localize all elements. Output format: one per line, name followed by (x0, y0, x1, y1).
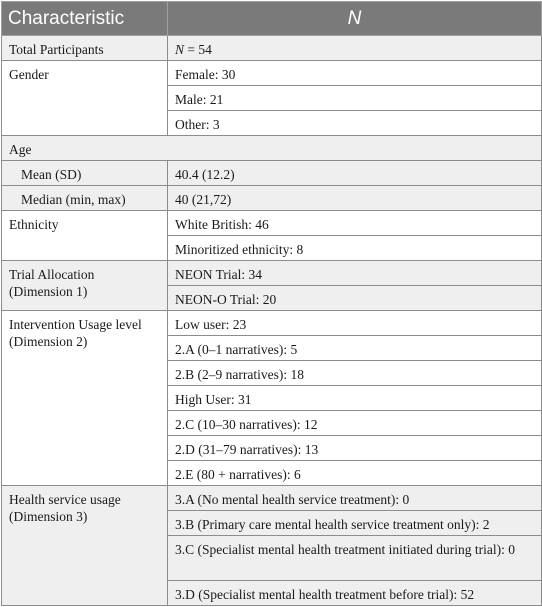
age-mean-value: 40.4 (12.2) (168, 161, 542, 186)
table-row (2, 36, 542, 61)
header-n: N (168, 2, 542, 36)
health-value: 3.D (Specialist mental health treatment before trial): 52 (168, 580, 542, 605)
gender-value: Female: 30 (168, 61, 542, 86)
health-label-line1: Health service usage (9, 492, 121, 507)
trial-value: NEON Trial: 34 (168, 261, 542, 286)
table-row (2, 486, 542, 511)
trial-allocation-label (2, 261, 168, 311)
age-median-value: 40 (21,72) (168, 186, 542, 211)
usage-label-line2: (Dimension 2) (9, 334, 88, 349)
usage-level-label (2, 311, 168, 486)
health-value: 3.C (Specialist mental health treatment initiated during trial): 0 (168, 536, 542, 581)
table-row (2, 136, 542, 161)
ethnicity-label: Ethnicity (2, 211, 168, 261)
header-characteristic: Characteristic (2, 2, 168, 36)
table-row (2, 211, 542, 236)
trial-value: NEON-O Trial: 20 (168, 286, 542, 311)
age-median-label: Median (min, max) (2, 186, 168, 211)
health-value: 3.A (No mental health service treatment): 0 (168, 486, 542, 511)
gender-label: Gender (2, 61, 168, 136)
table-row (2, 261, 542, 286)
gender-value: Male: 21 (168, 86, 542, 111)
usage-value: 2.D (31–79 narratives): 13 (168, 436, 542, 461)
health-service-label (2, 486, 168, 606)
gender-value: Other: 3 (168, 111, 542, 136)
health-value: 3.B (Primary care mental health service treatment only): 2 (168, 511, 542, 536)
usage-label-line1: Intervention Usage level (9, 317, 142, 332)
usage-value: 2.A (0–1 narratives): 5 (168, 336, 542, 361)
age-mean-label: Mean (SD) (2, 161, 168, 186)
header-row (2, 2, 542, 36)
total-count: = 54 (184, 42, 212, 57)
table-row (2, 311, 542, 336)
ethnicity-value: White British: 46 (168, 211, 542, 236)
n-symbol: N (175, 42, 185, 57)
ethnicity-value: Minoritized ethnicity: 8 (168, 236, 542, 261)
trial-label-line1: Trial Allocation (9, 267, 95, 282)
health-label-line2: (Dimension 3) (9, 509, 88, 524)
trial-label-line2: (Dimension 1) (9, 284, 88, 299)
usage-value: 2.C (10–30 narratives): 12 (168, 411, 542, 436)
total-participants-value (168, 36, 542, 61)
characteristics-table (1, 1, 542, 606)
usage-value: High User: 31 (168, 386, 542, 411)
age-label: Age (2, 136, 542, 161)
usage-value: 2.B (2–9 narratives): 18 (168, 361, 542, 386)
usage-value: Low user: 23 (168, 311, 542, 336)
table-row (2, 161, 542, 186)
table-row (2, 186, 542, 211)
total-participants-label: Total Participants (2, 36, 168, 61)
table-row (2, 61, 542, 86)
usage-value: 2.E (80 + narratives): 6 (168, 461, 542, 486)
